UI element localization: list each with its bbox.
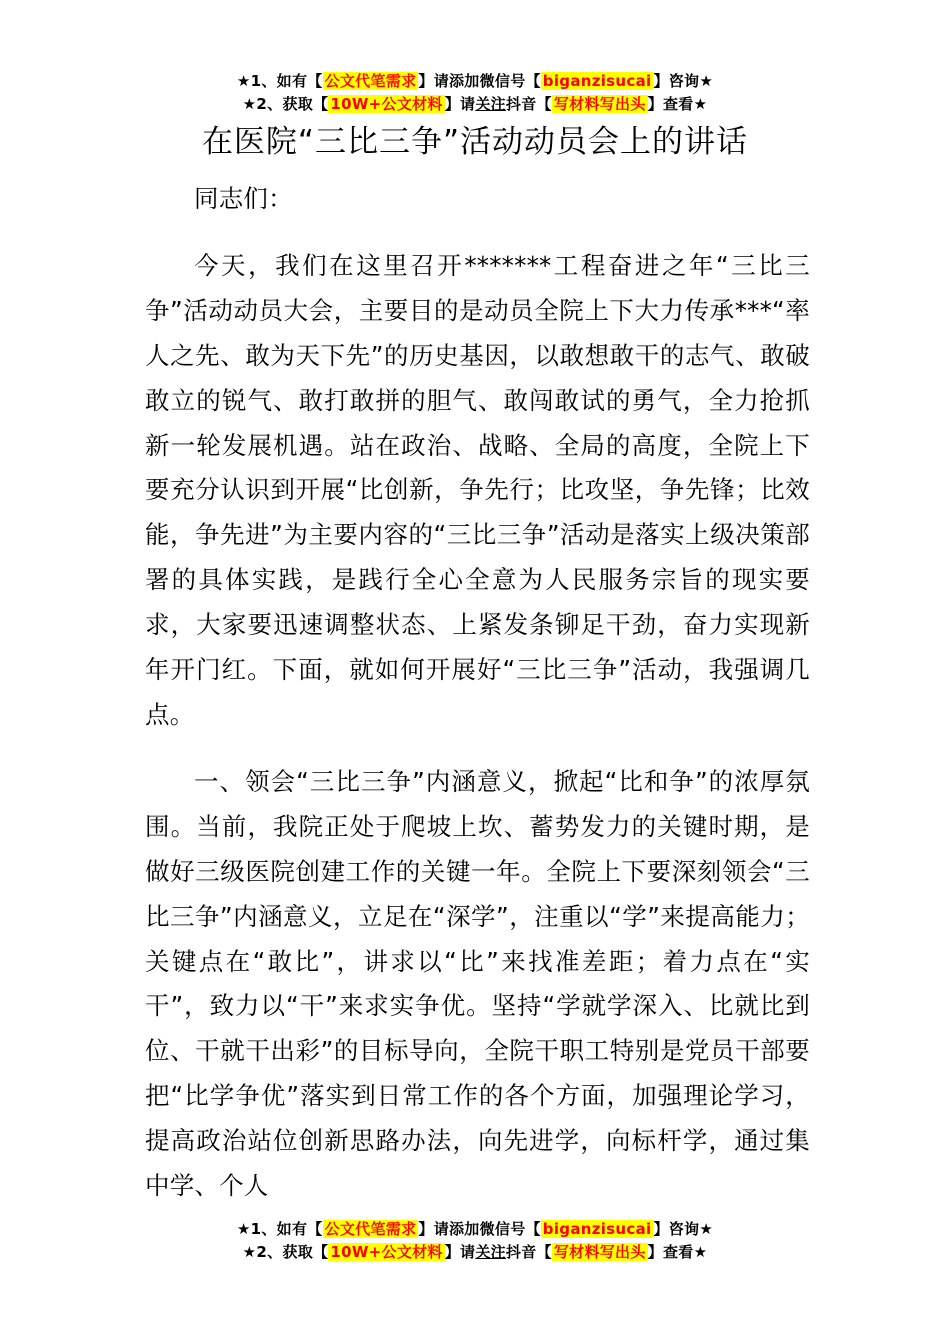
banner-text: 关注 bbox=[475, 95, 506, 113]
document-body bbox=[145, 177, 810, 1209]
banner-highlight: 10W+公文材料 bbox=[330, 95, 443, 113]
banner-text: 】咨询★ bbox=[653, 72, 714, 90]
banner-text: 】请 bbox=[444, 95, 476, 113]
banner-text: ★2、获取【 bbox=[242, 1243, 329, 1261]
banner-highlight: biganzisucai bbox=[542, 1220, 652, 1238]
banner-highlight: 写材料写出头 bbox=[553, 1243, 646, 1261]
banner-highlight: 公文代笔需求 bbox=[324, 1220, 417, 1238]
banner-text: 】请添加微信号【 bbox=[418, 1220, 541, 1238]
banner-text: 】咨询★ bbox=[653, 1220, 714, 1238]
paragraph: 一、领会“三比三争”内涵意义，掀起“比和争”的浓厚氛围。当前，我院正处于爬坡上坎、蓄势发力的关键时期，是做好三级医院创建工作的关键一年。全院上下要深刻领会“三比三争”内涵意义，立足在“深学”，注重以“学”来提高能力；关键点在“敢比”，讲求以“比”来找准差距；着力点在“实干”，致力以“干”来求实争优。坚持“学就学深入、比就比到位、干就干出彩”的目标导向，全院干职工特别是党员干部要把“比学争优”落实到日常工作的各个方面，加强理论学习，提高政治站位创新思路办法，向先进学，向标杆学，通过集中学、个人 bbox=[145, 766, 810, 1201]
banner-text: ★1、如有【 bbox=[236, 1220, 323, 1238]
banner-text: 关注 bbox=[475, 1243, 506, 1261]
banner-text: ★1、如有【 bbox=[236, 72, 323, 90]
banner-text: 】查看★ bbox=[647, 95, 708, 113]
footer-banner bbox=[0, 1218, 950, 1264]
banner-line-1 bbox=[0, 70, 950, 93]
banner-highlight: 写材料写出头 bbox=[553, 95, 646, 113]
banner-text: 】查看★ bbox=[647, 1243, 708, 1261]
salutation: 同志们： bbox=[194, 184, 293, 213]
banner-highlight: biganzisucai bbox=[542, 72, 652, 90]
document-title: 在医院“三比三争”活动动员会上的讲话 bbox=[201, 124, 749, 160]
header-banner bbox=[0, 70, 950, 116]
banner-text: ★2、获取【 bbox=[242, 95, 329, 113]
banner-text: 】请添加微信号【 bbox=[418, 72, 541, 90]
banner-highlight: 10W+公文材料 bbox=[330, 1243, 443, 1261]
banner-text: 】请 bbox=[444, 1243, 476, 1261]
banner-text: 抖音【 bbox=[505, 95, 552, 113]
banner-line-2 bbox=[0, 93, 950, 116]
banner-line-2 bbox=[0, 1241, 950, 1264]
banner-line-1 bbox=[0, 1218, 950, 1241]
paragraph: 今天，我们在这里召开*******工程奋进之年“三比三争”活动动员大会，主要目的是动员全院上下大力传承***“率人之先、敢为天下先”的历史基因，以敢想敢干的志气、敢破敢立的锐气、敢打敢拼的胆气、敢闯敢试的勇气，全力抢抓新一轮发展机遇。站在政治、战略、全局的高度，全院上下要充分认识到开展“比创新，争先行；比攻坚，争先锋；比效能，争先进”为主要内容的“三比三争”活动是落实上级决策部署的具体实践，是践行全心全意为人民服务宗旨的现实要求，大家要迅速调整状态、上紧发条铆足干劲，奋力实现新年开门红。下面，就如何开展好“三比三争”活动，我强调几点。 bbox=[145, 250, 810, 729]
banner-highlight: 公文代笔需求 bbox=[324, 72, 417, 90]
banner-text: 抖音【 bbox=[505, 1243, 552, 1261]
